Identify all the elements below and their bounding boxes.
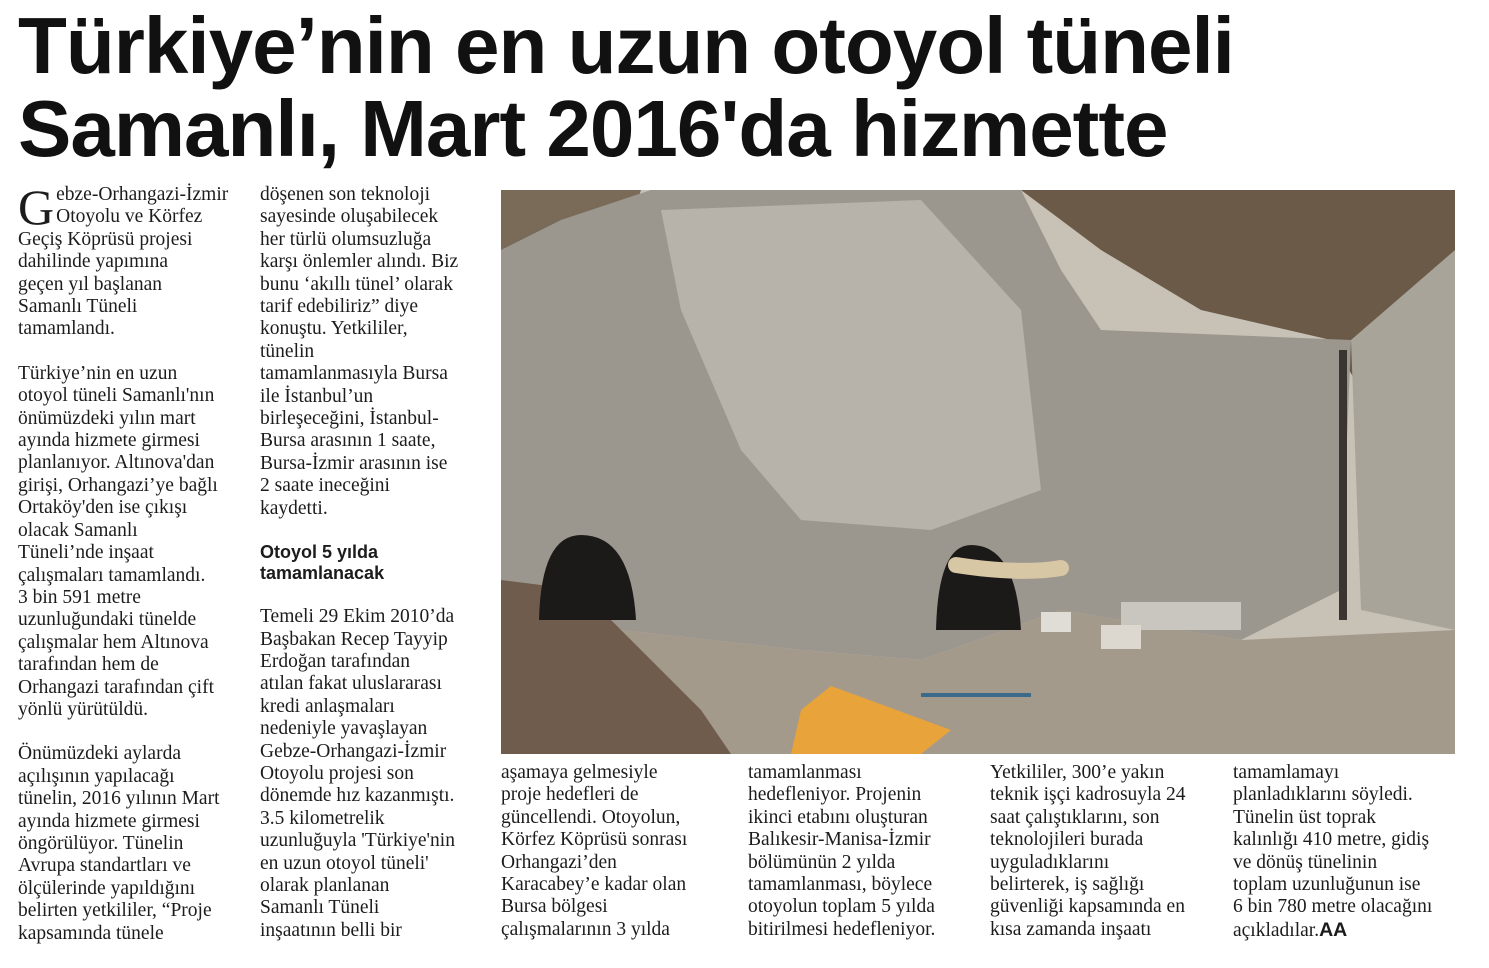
headline-line-1: Türkiye’nin en uzun otoyol tüneli — [18, 1, 1234, 90]
article-headline — [18, 1, 1478, 173]
article-column-5 — [990, 762, 1222, 941]
tunnel-construction-photo — [501, 190, 1455, 754]
author-signature: AA — [1319, 918, 1348, 941]
paragraph: Türkiye’nin en uzun otoyol tüneli Samanlı'nın önümüzdeki yılın mart ayında hizmete girmesi planlanıyor. Altınova'dan girişi, Orhangazi’ye bağlı Ortaköy'den ise çıkışı olacak Samanlı Tüneli’nde inşaat çalışmaları tamamlandı. 3 bin 591 metre uzunluğundaki tünelde çalışmalar hem Altınova tarafından hem de Orhangazi tarafından çift yönlü yürütüldü. — [18, 362, 218, 720]
paragraph-closing: tamamlamayı planladıklarını söyledi. Tünelin üst toprak kalınlığı 410 metre, gidiş ve dönüş tünelinin toplam uzunluğunun ise 6 bin 780 metre olacağını açıkladılar.AA — [1233, 762, 1433, 941]
section-subheading: Otoyol 5 yılda tamamlanacak — [260, 542, 385, 584]
paragraph: Yetkililer, 300’e yakın teknik işçi kadrosuyla 24 saat çalıştıklarını, son teknolojileri burada uyguladıklarını belirterek, iş sağlığı güvenliği kapsamında en kısa zamanda inşaatı — [990, 762, 1186, 940]
article-column-1 — [18, 179, 243, 945]
paragraph: tamamlanması hedefleniyor. Projenin ikinci etabını oluşturan Balıkesir-Manisa-İzmir bölümünün 2 yılda tamamlanması, böylece otoyolun toplam 5 yılda bitirilmesi hedefleniyor. — [748, 762, 936, 940]
paragraph: Temeli 29 Ekim 2010’da Başbakan Recep Tayyip Erdoğan tarafından atılan fakat uluslararası kredi anlaşmaları nedeniyle yavaşlayan Gebze-Orhangazi-İzmir Otoyolu projesi son dönemde hız kazanmıştı. 3.5 kilometrelik uzunluğuyla 'Türkiye'nin en uzun otoyol tüneli' olarak planlanan Samanlı Tüneli inşaatının belli bir — [260, 606, 455, 941]
headline-line-2: Samanlı, Mart 2016'da hizmette — [18, 84, 1168, 173]
paragraph: döşenen son teknoloji sayesinde oluşabilecek her türlü olumsuzluğa karşı önlemler alındı. Biz bunu ‘akıllı tünel’ olarak tarif edebiliriz” diye konuştu. Yetkililer, tünelin tamamlanmasıyla Bursa ile İstanbul’un birleşeceğini, İstanbul- Bursa arasının 1 saate, Bursa-İzmir arasının ise 2 saate ineceğini kaydetti. — [260, 184, 459, 519]
photo-wall-seam — [1339, 350, 1347, 620]
photo-site-truck — [1041, 612, 1071, 632]
photo-vent-duct — [956, 565, 1061, 571]
photo-site-vehicle — [1101, 625, 1141, 649]
paragraph: aşamaya gelmesiyle proje hedefleri de güncellendi. Otoyolun, Körfez Köprüsü sonrası Orhangazi’den Karacabey’e kadar olan Bursa bölgesi çalışmalarının 3 yılda — [501, 762, 688, 940]
photo-illustration — [501, 190, 1455, 754]
article-column-3 — [501, 762, 726, 941]
article-column-4 — [748, 762, 973, 941]
article-column-6 — [1233, 762, 1473, 942]
article-column-2 — [260, 184, 492, 942]
paragraph: Önümüzdeki aylarda açılışının yapılacağı tünelin, 2016 yılının Mart ayında hizmete girmesi öngörülüyor. Tünelin Avrupa standartları ve ölçülerinde yapıldığını belirten yetkililer, “Proje kapsamında tünele — [18, 743, 220, 944]
paragraph-intro: Gebze-Orhangazi-İzmir Otoyolu ve Körfez Geçiş Köprüsü projesi dahilinde yapımına geçen yıl başlanan Samanlı Tüneli tamamlandı. — [18, 179, 229, 340]
drop-cap: G — [18, 179, 55, 235]
